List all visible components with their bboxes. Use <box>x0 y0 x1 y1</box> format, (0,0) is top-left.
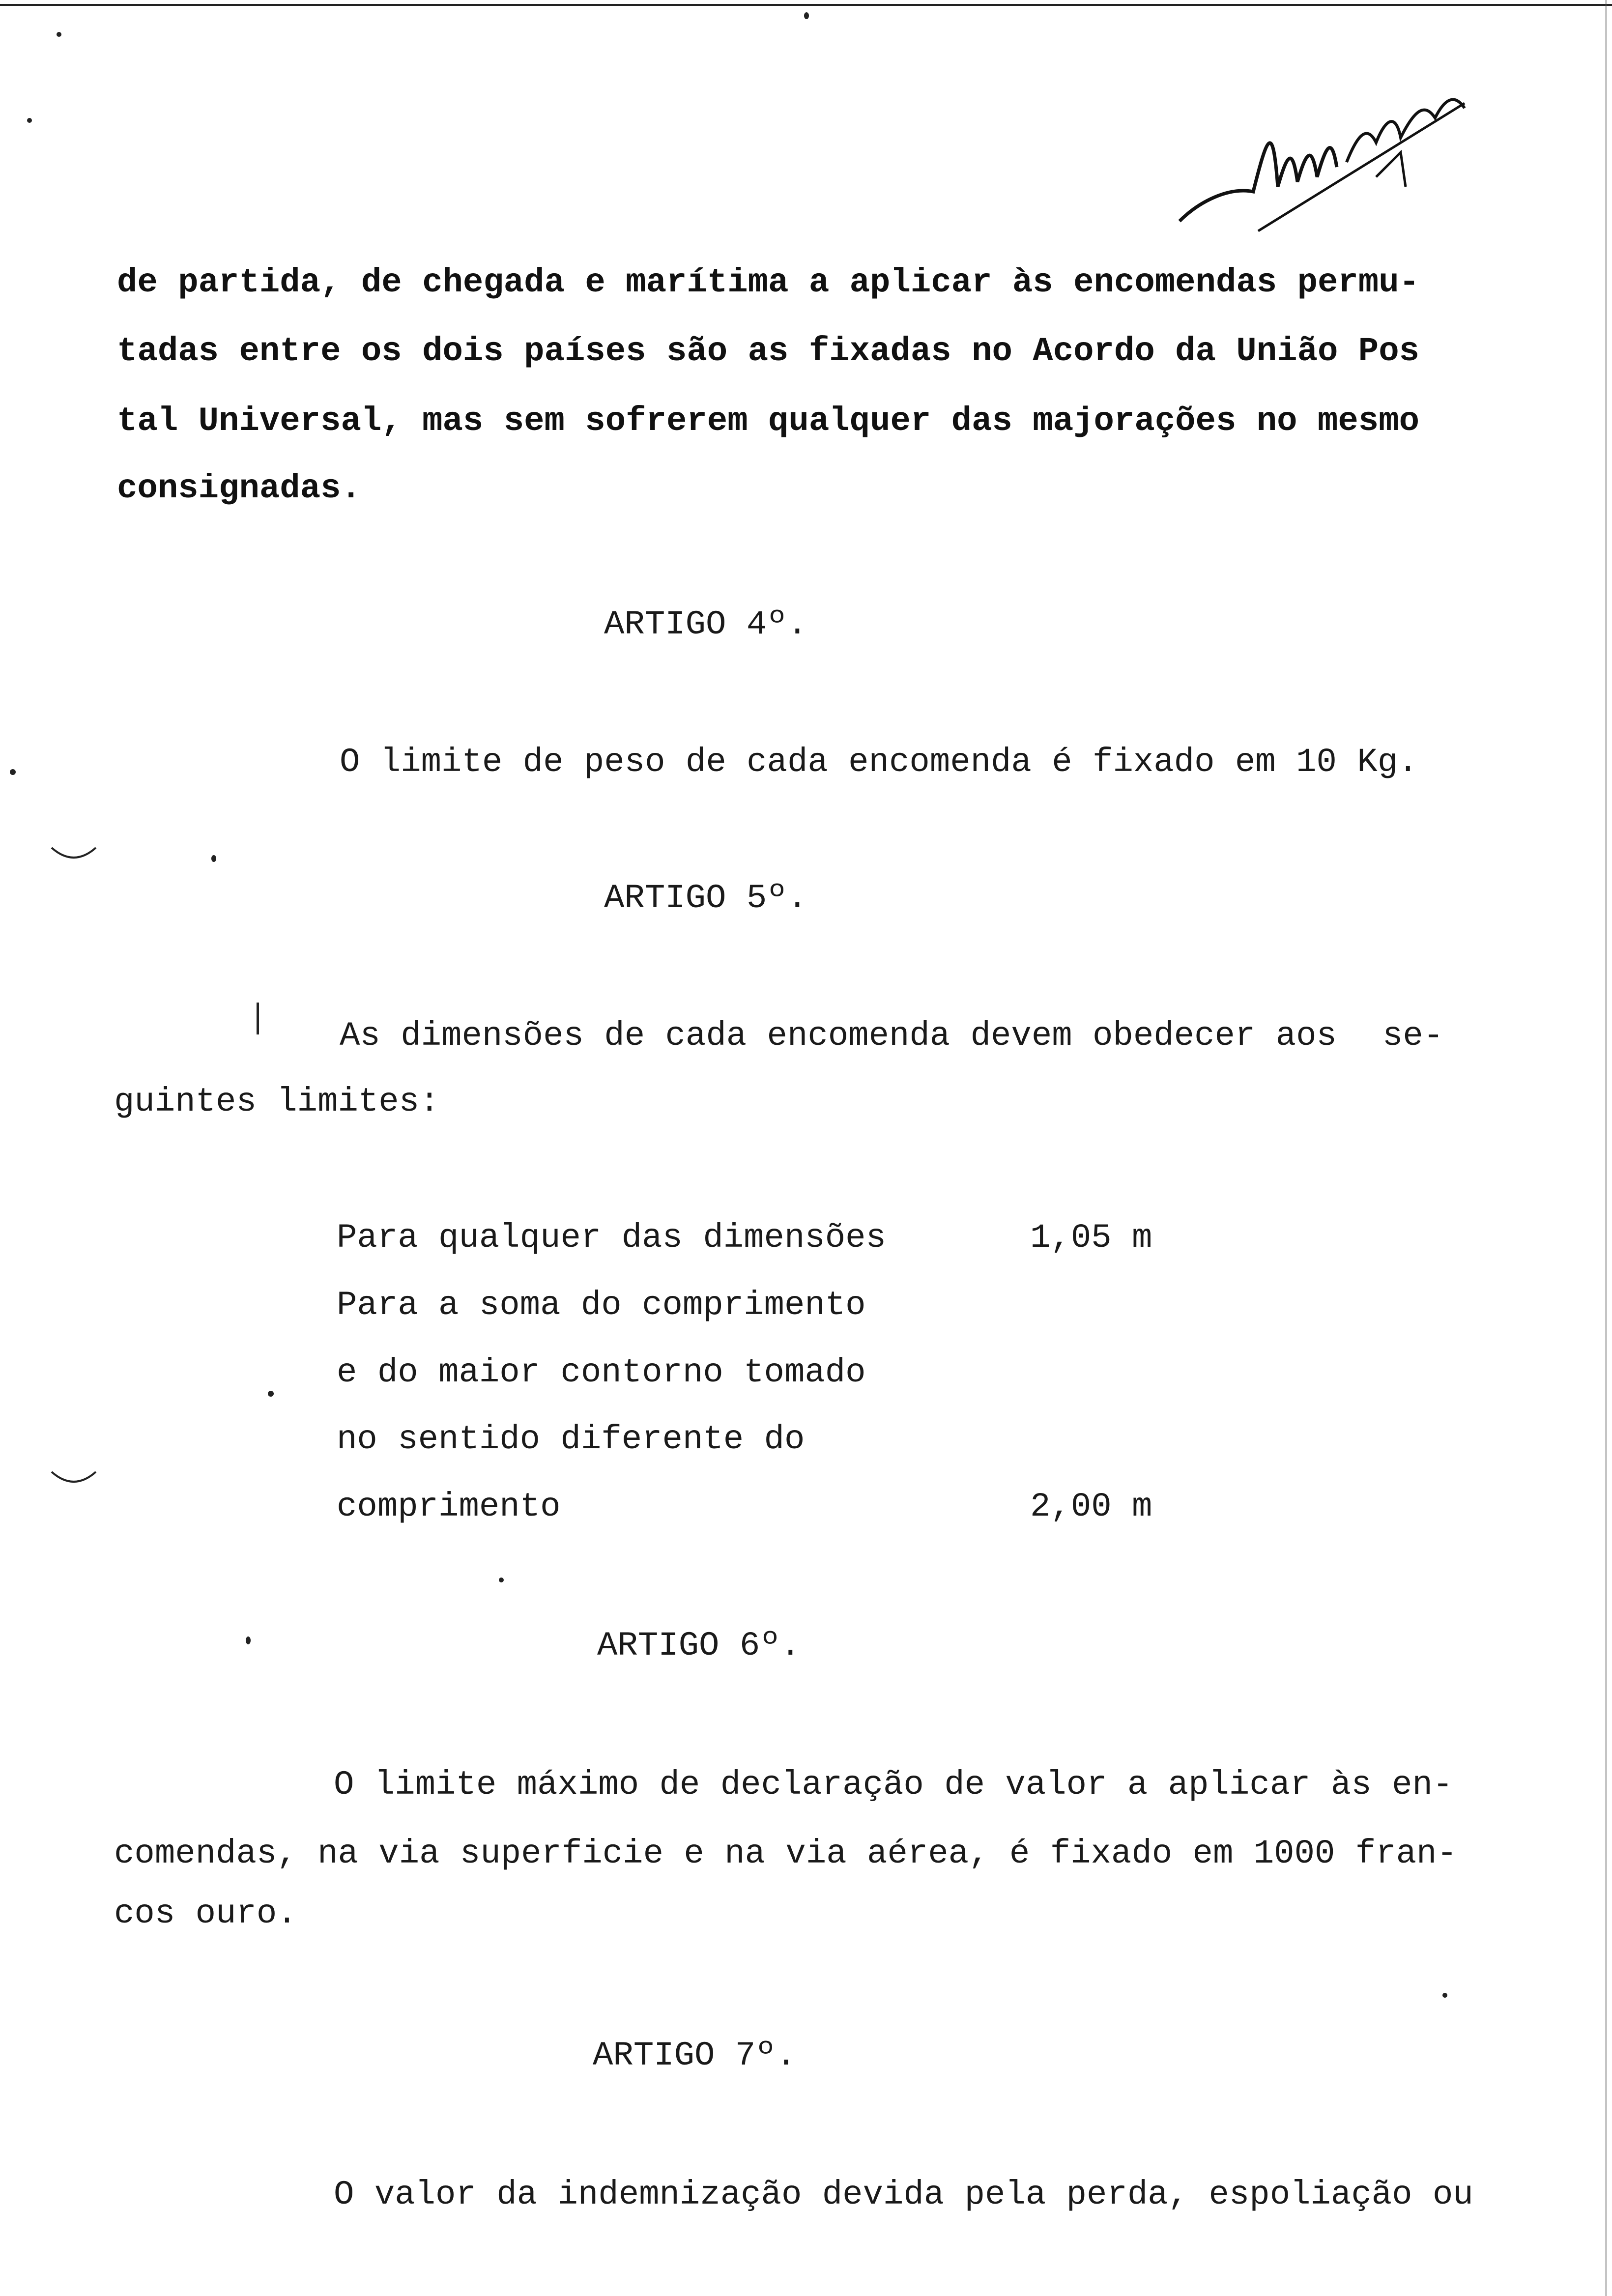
article-6-line-1: O limite máximo de declaração de valor a aplicar às en- <box>334 1766 1453 1804</box>
scan-speck <box>27 118 32 123</box>
article-4-text: O limite de peso de cada encomenda é fixado em 10 Kg. <box>340 743 1418 781</box>
scan-speck <box>10 769 16 775</box>
handwritten-signature <box>1170 64 1484 241</box>
limit-row-value: 1,05 m <box>1030 1219 1152 1257</box>
article-7-line-1: O valor da indemnização devida pela perda, espoliação ou <box>334 2176 1473 2214</box>
limit-row-label: Para qualquer das dimensões <box>337 1219 886 1257</box>
article-5-text-line-1: As dimensões de cada encomenda devem obedecer aos <box>340 1017 1337 1055</box>
article-5-text-line-1-end: se- <box>1382 1017 1444 1055</box>
scan-mark <box>49 845 98 865</box>
article-4-heading: ARTIGO 4º. <box>604 605 808 644</box>
scan-speck <box>246 1636 251 1644</box>
limit-row-value: 2,00 m <box>1030 1488 1152 1526</box>
continuation-line-3: tal Universal, mas sem sofrerem qualquer das majorações no mesmo <box>117 402 1420 440</box>
page-right-edge <box>1605 0 1607 2296</box>
scan-mark <box>257 1003 259 1034</box>
continuation-line-2: tadas entre os dois países são as fixadas no Acordo da União Pos <box>117 332 1420 371</box>
continuation-line-1: de partida, de chegada e marítima a aplicar às encomendas permu- <box>117 263 1420 302</box>
scan-speck <box>211 855 216 862</box>
article-6-heading: ARTIGO 6º. <box>597 1627 801 1665</box>
article-5-heading: ARTIGO 5º. <box>604 879 808 918</box>
scan-speck <box>804 12 809 19</box>
scan-mark <box>49 1469 98 1489</box>
page-top-edge <box>0 4 1612 6</box>
article-6-line-2: comendas, na via superficie e na via aérea, é fixado em 1000 fran- <box>114 1835 1457 1873</box>
limit-row-label: no sentido diferente do <box>337 1420 805 1459</box>
limit-row-label: comprimento <box>337 1488 561 1526</box>
scan-speck <box>268 1391 274 1397</box>
article-6-line-3: cos ouro. <box>114 1894 297 1933</box>
continuation-line-4: consignadas. <box>117 469 361 508</box>
limit-row-label: e do maior contorno tomado <box>337 1353 866 1392</box>
scan-speck <box>499 1578 504 1582</box>
article-5-text-line-2: guintes limites: <box>114 1083 440 1121</box>
limit-row-label: Para a soma do comprimento <box>337 1286 866 1324</box>
article-7-heading: ARTIGO 7º. <box>593 2037 797 2075</box>
scan-speck <box>57 32 61 37</box>
scan-speck <box>1442 1993 1447 1998</box>
